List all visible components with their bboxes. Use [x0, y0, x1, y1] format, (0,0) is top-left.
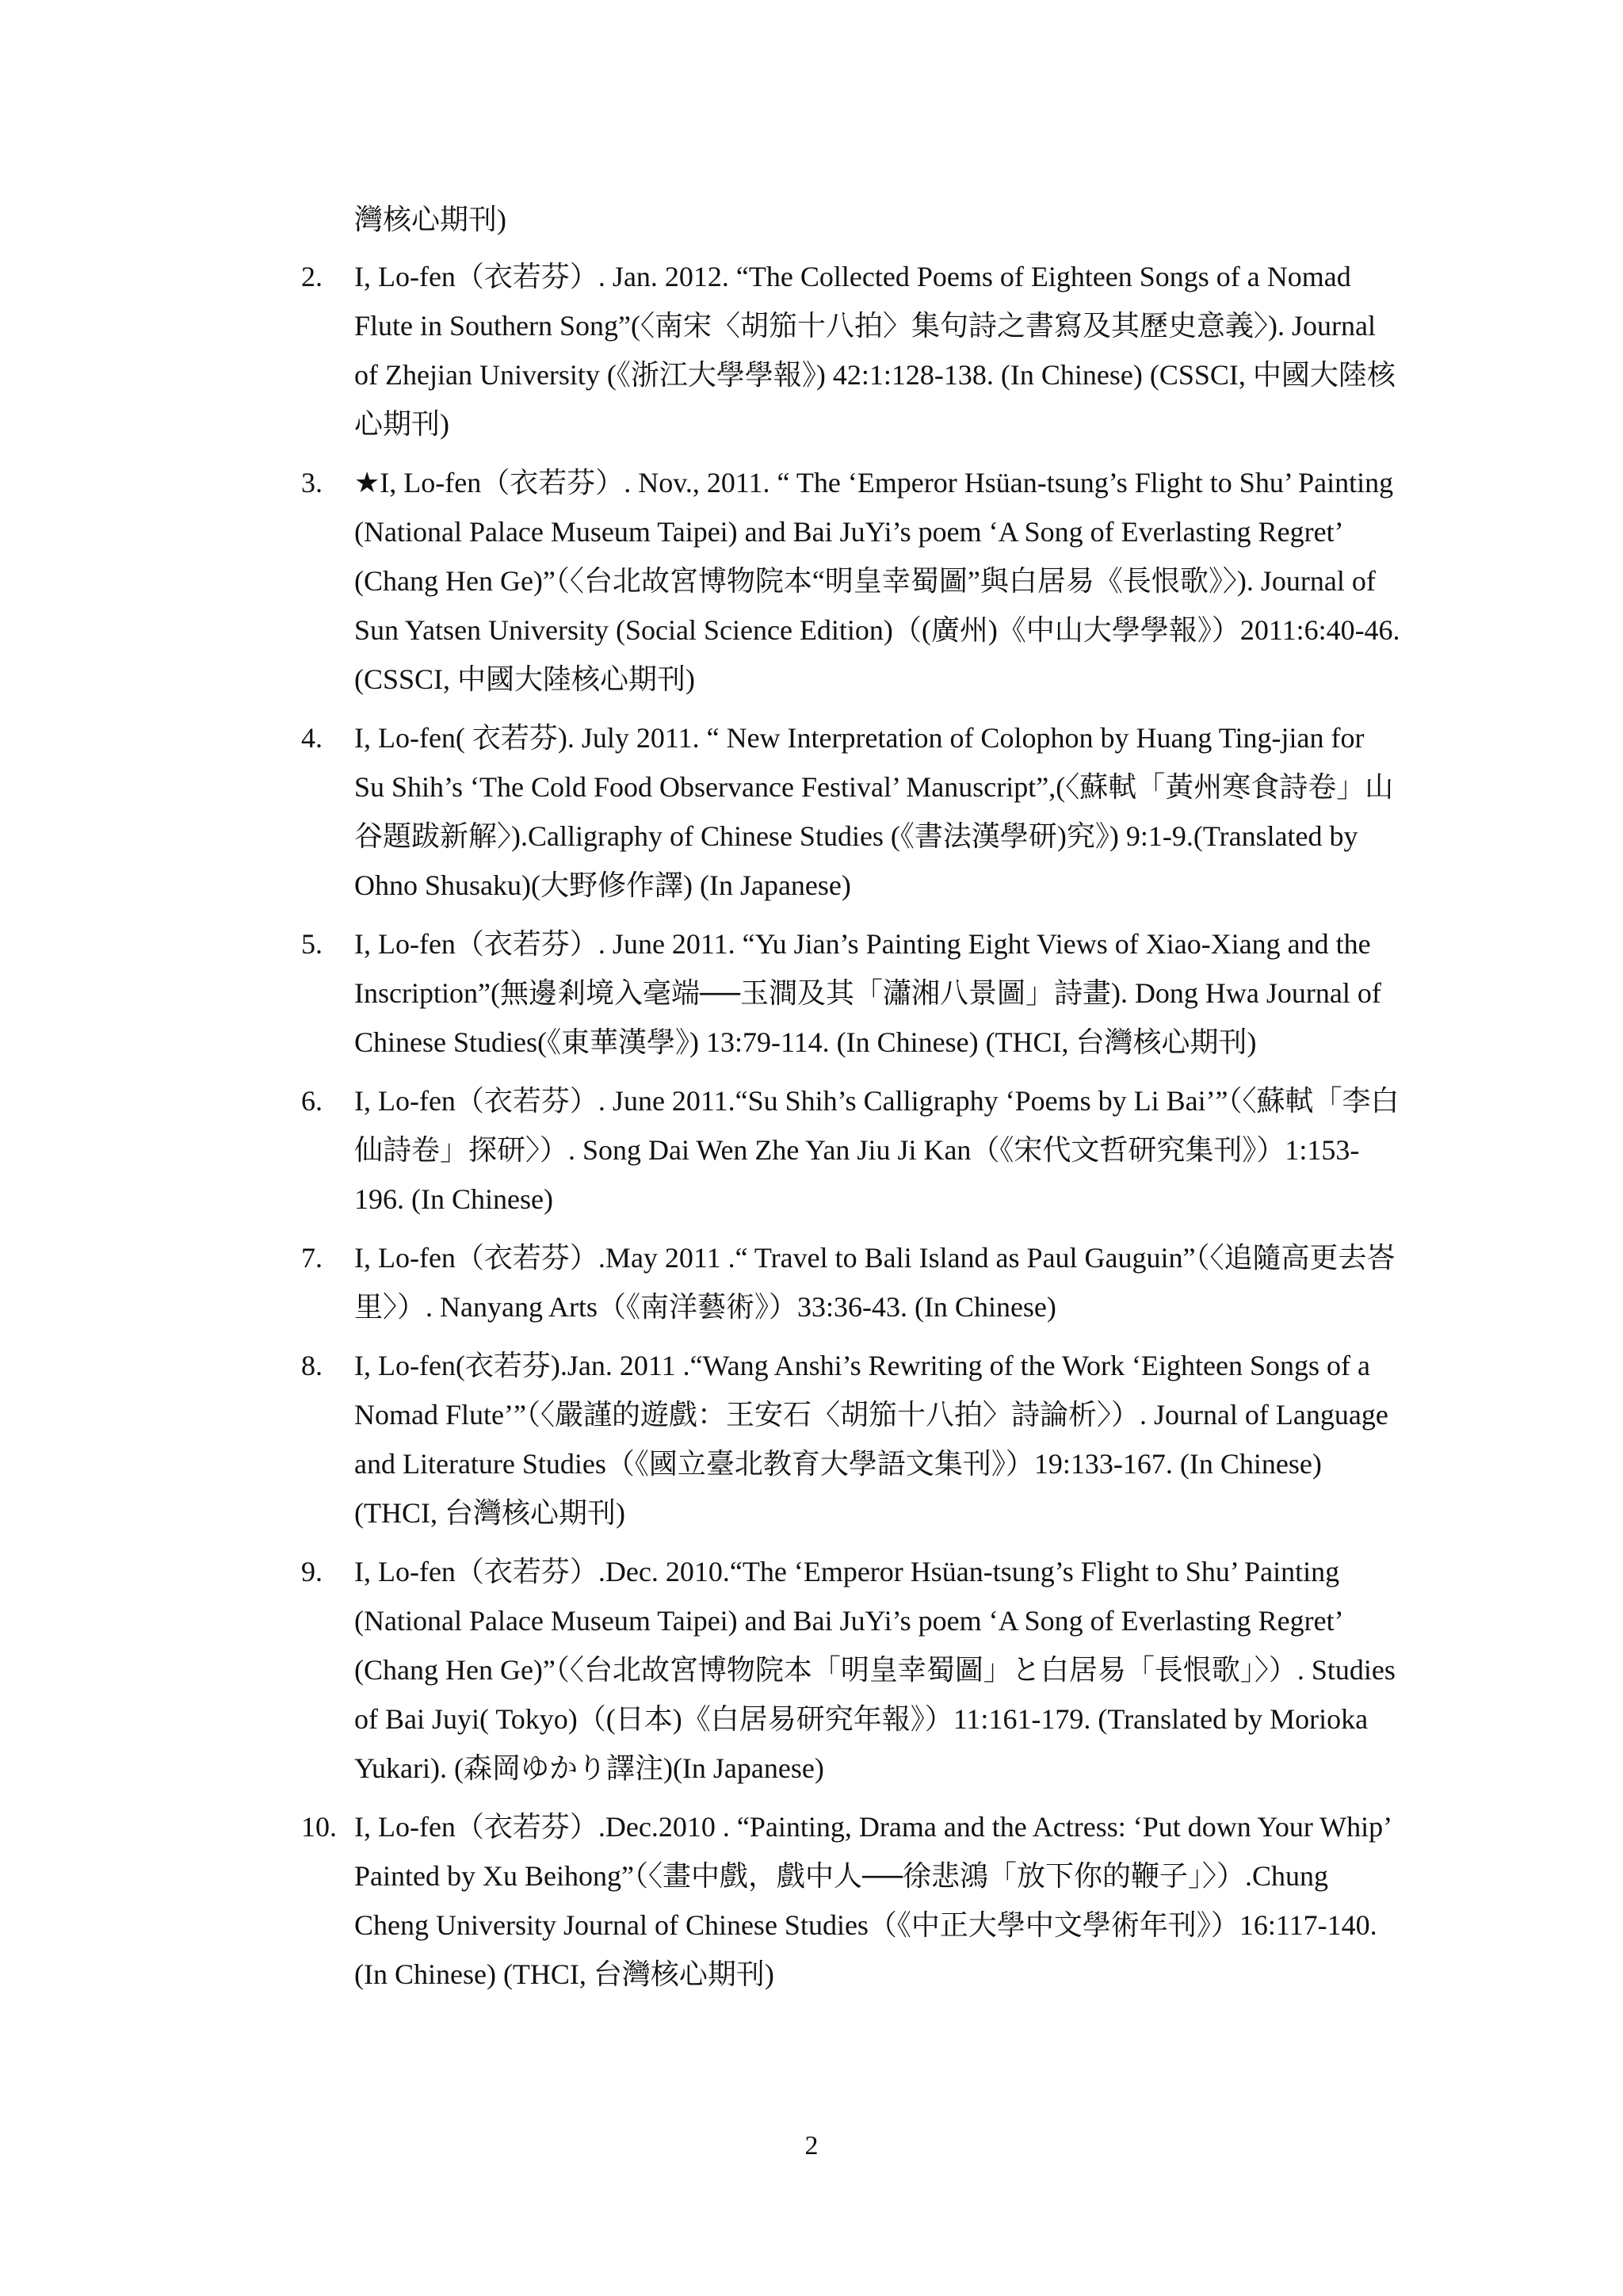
- reference-entry: [0, 919, 1400, 1067]
- reference-entry: [0, 1076, 1400, 1224]
- entry-text: ★I, Lo-fen（衣若芬）. Nov., 2011. “ The ‘Emperor Hsüan-tsung’s Flight to Shu’ Painting (National Palace Museum Taipei) and Bai JuYi’s poem ‘A Song of Everlasting Regret’ (Chang Hen Ge)”（〈台北故宮博物院本“明皇幸蜀圖”與白居易《長恨歌》〉). Journal of Sun Yatsen University (Social Science Edition)（(廣州)《中山大學學報》）2011:6:40-46. (CSSCI, 中國大陸核心期刊): [354, 467, 1400, 695]
- entry-text: I, Lo-fen（衣若芬）.Dec.2010 . “Painting, Drama and the Actress: ‘Put down Your Whip’ Painted by Xu Beihong”（〈畫中戲，戲中人──徐悲鴻「放下你的鞭子」〉）.Chung Cheng University Journal of Chinese Studies（《中正大學中文學術年刊》）16:117-140. (In Chinese) (THCI, 台灣核心期刊): [354, 1811, 1391, 1990]
- entry-text: I, Lo-fen（衣若芬）.May 2011 .“ Travel to Bali Island as Paul Gauguin”（〈追隨高更去峇里〉）. Nanyang Arts（《南洋藝術》）33:36-43. (In Chinese): [354, 1242, 1396, 1323]
- entry-text: I, Lo-fen（衣若芬）.Dec. 2010.“The ‘Emperor Hsüan-tsung’s Flight to Shu’ Painting (National Palace Museum Taipei) and Bai JuYi’s poem ‘A Song of Everlasting Regret’ (Chang Hen Ge)”（〈台北故宮博物院本「明皇幸蜀圖」と白居易「長恨歌」〉）. Studies of Bai Juyi( Tokyo)（(日本)《白居易研究年報》）11:161-179. (Translated by Morioka Yukari). (森岡ゆかり譯注)(In Japanese): [354, 1556, 1396, 1784]
- entry-text: I, Lo-fen(衣若芬).Jan. 2011 .“Wang Anshi’s Rewriting of the Work ‘Eighteen Songs of a Nomad Flute’”（〈嚴謹的遊戲：王安石〈胡笳十八拍〉詩論析〉）. Journal of Language and Literature Studies（《國立臺北教育大學語文集刊》）19:133-167. (In Chinese) (THCI, 台灣核心期刊): [354, 1350, 1388, 1529]
- entry-text: I, Lo-fen（衣若芬）. June 2011. “Yu Jian’s Painting Eight Views of Xiao-Xiang and the Inscription”(無邊剎境入毫端──玉澗及其「瀟湘八景圖」詩畫). Dong Hwa Journal of Chinese Studies(《東華漢學》) 13:79-114. (In Chinese) (THCI, 台灣核心期刊): [354, 928, 1381, 1058]
- entry-number: 10.: [301, 1811, 337, 1843]
- reference-entry: [0, 1233, 1400, 1331]
- entry-number: 9.: [301, 1556, 323, 1587]
- entry-text: I, Lo-fen（衣若芬）. June 2011.“Su Shih’s Calligraphy ‘Poems by Li Bai’”（〈蘇軾「李白仙詩卷」探研〉）. Song Dai Wen Zhe Yan Jiu Ji Kan（《宋代文哲研究集刊》）1:153-196. (In Chinese): [354, 1085, 1400, 1215]
- reference-entry: [0, 1341, 1400, 1538]
- reference-entry: [0, 713, 1400, 910]
- reference-entry: [0, 252, 1400, 449]
- page-number: 2: [804, 2131, 819, 2160]
- entry-number: 7.: [301, 1242, 323, 1274]
- reference-entry: [0, 1802, 1400, 1999]
- entry-number: 4.: [301, 722, 323, 754]
- entry-text: I, Lo-fen( 衣若芬). July 2011. “ New Interpretation of Colophon by Huang Ting-jian for Su Shih’s ‘The Cold Food Observance Festival’ Manuscript”,(〈蘇軾「黃州寒食詩卷」山谷題跋新解〉).Calligraphy of Chinese Studies (《書法漢學研)究》) 9:1-9.(Translated by Ohno Shusaku)(大野修作譯) (In Japanese): [354, 722, 1394, 901]
- entry-number: 3.: [301, 467, 323, 499]
- entry-text: I, Lo-fen（衣若芬）. Jan. 2012. “The Collected Poems of Eighteen Songs of a Nomad Flute in Southern Song”(〈南宋〈胡笳十八拍〉集句詩之書寫及其歷史意義〉). Journal of Zhejian University (《浙江大學學報》) 42:1:128-138. (In Chinese) (CSSCI, 中國大陸核心期刊): [354, 261, 1396, 440]
- reference-entry: [0, 1547, 1400, 1793]
- continuation-text: 灣核心期刊): [354, 204, 506, 235]
- reference-entry: [0, 458, 1400, 704]
- entry-number: 5.: [301, 928, 323, 960]
- reference-list: [0, 252, 1623, 2008]
- entry-number: 2.: [301, 261, 323, 292]
- entry-number: 6.: [301, 1085, 323, 1117]
- entry-number: 8.: [301, 1350, 323, 1381]
